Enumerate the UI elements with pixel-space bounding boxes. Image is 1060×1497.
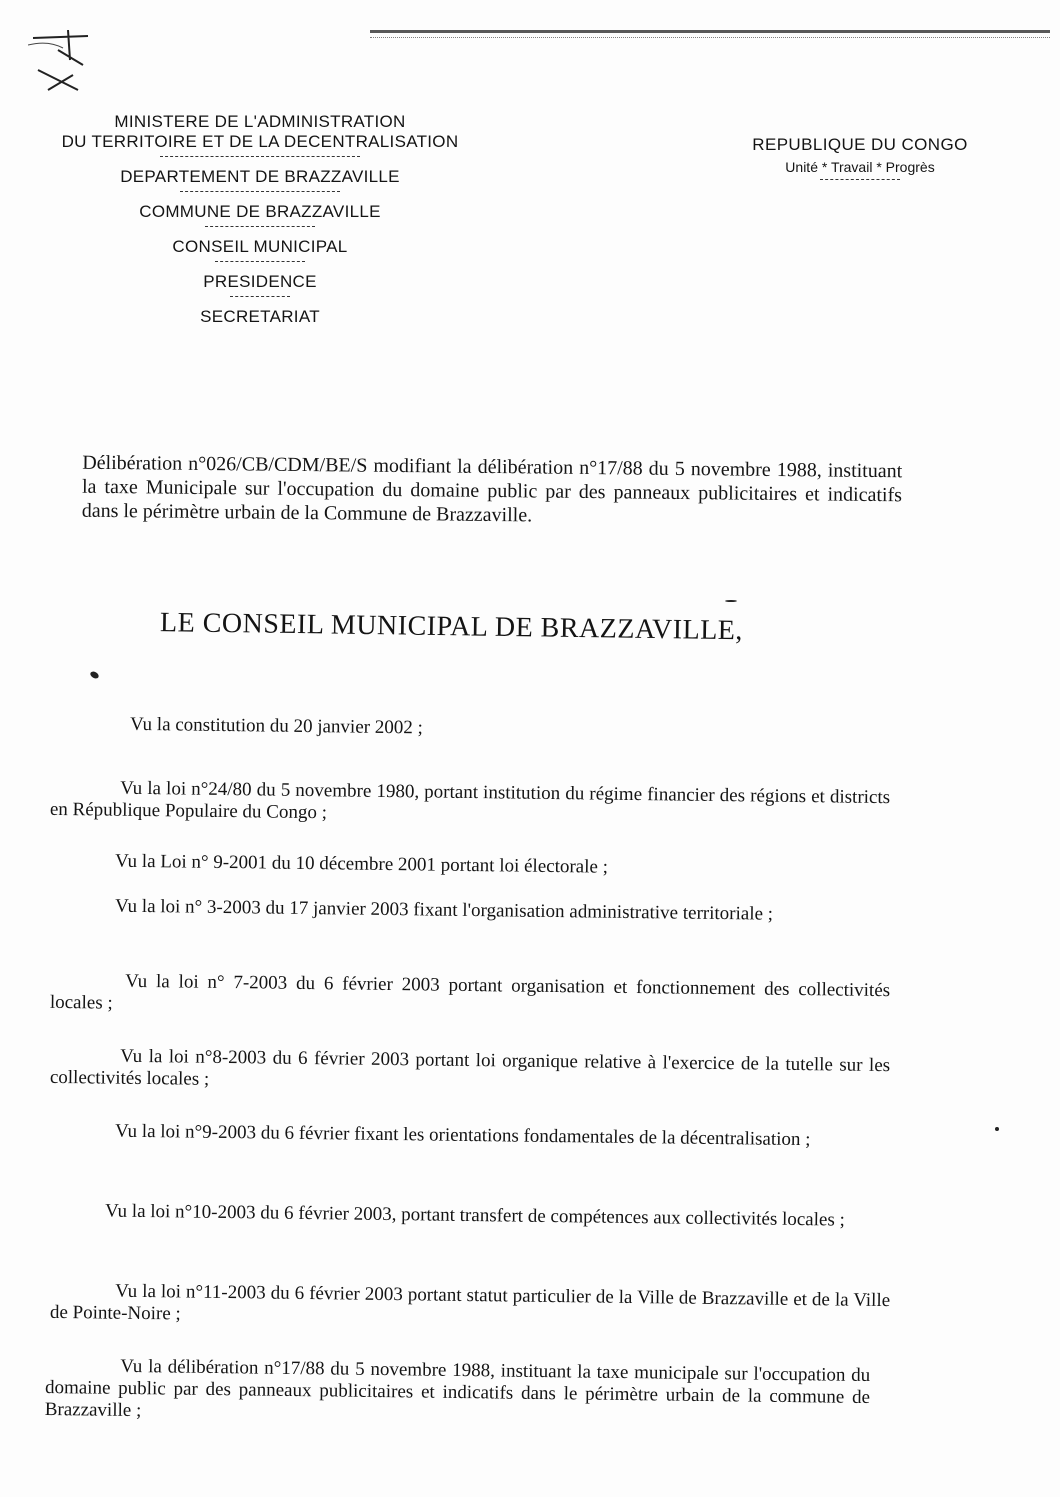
visa-item (50, 895, 890, 927)
visa-item (50, 777, 890, 831)
ministry-line-2: DU TERRITOIRE ET DE LA DECENTRALISATION (61, 132, 459, 151)
divider (205, 226, 315, 227)
visa-item (50, 850, 890, 882)
visa-text: Vu la loi n°8-2003 du 6 février 2003 portant loi organique relative à l'exercice de la tutelle sur les collectivités locales ; (49, 1045, 891, 1090)
visa-text: Vu la loi n°24/80 du 5 novembre 1980, portant institution du régime financier des régions et districts en République Populaire du Congo ; (49, 777, 891, 824)
visa-item (45, 1355, 871, 1431)
visa-text: Vu la constitution du 20 janvier 2002 ; (129, 713, 423, 739)
visa-item (50, 1045, 890, 1099)
scan-edge-line (370, 30, 1050, 38)
visa-item (50, 1280, 890, 1334)
visa-item (50, 1200, 890, 1232)
commune-name: COMMUNE DE BRAZZAVILLE (139, 202, 381, 221)
ministry-line-1: MINISTERE DE L'ADMINISTRATION (114, 112, 406, 131)
council-name: CONSEIL MUNICIPAL (172, 237, 348, 256)
divider (215, 261, 305, 262)
secretariat-label: SECRETARIAT (200, 307, 320, 326)
republic-name: REPUBLIQUE DU CONGO (752, 135, 968, 154)
visa-item (50, 1120, 890, 1152)
republic-block (720, 135, 1000, 180)
scan-mark-icon (28, 30, 118, 100)
department-name: DEPARTEMENT DE BRAZZAVILLE (120, 167, 400, 186)
divider (160, 156, 360, 157)
divider (820, 179, 900, 180)
issuing-authority-block (20, 112, 500, 327)
visa-text: Vu la loi n°11-2003 du 6 février 2003 portant statut particulier de la Ville de Brazzaville et de la Ville de Pointe-Noire ; (49, 1280, 891, 1325)
visa-text: Vu la Loi n° 9-2001 du 10 décembre 2001 portant loi électorale ; (114, 850, 609, 878)
visa-text: Vu la loi n° 3-2003 du 17 janvier 2003 fixant l'organisation administrative territoriale ; (114, 895, 774, 925)
scan-speck (725, 600, 737, 602)
visa-text: Vu la loi n°9-2003 du 6 février fixant les orientations fondamentales de la décentralisation ; (114, 1120, 811, 1151)
presidence-label: PRESIDENCE (203, 272, 317, 291)
national-motto: Unité * Travail * Progrès (785, 159, 935, 175)
divider (230, 296, 290, 297)
scan-speck (995, 1127, 999, 1131)
visa-item (50, 970, 890, 1024)
visa-item (50, 713, 890, 745)
deliberation-title: Délibération n°026/CB/CDM/BE/S modifiant la délibération n°17/88 du 5 novembre 1988, instituant la taxe Municipale sur l'occupation du domaine public par des panneaux publicitaires et indicatifs dans le périmètre urbain de la Commune de Brazzaville. (81, 451, 903, 527)
visa-text: Vu la délibération n°17/88 du 5 novembre 1988, instituant la taxe municipale sur l'occupation du domaine public par des panneaux publicitaires et indicatifs dans le périmètre urbain de la commune de Brazzaville ; (44, 1355, 871, 1422)
divider (180, 191, 340, 192)
scan-speck (89, 670, 100, 680)
visa-text: Vu la loi n° 7-2003 du 6 février 2003 portant organisation et fonctionnement des collectivités locales ; (49, 970, 891, 1014)
visa-text: Vu la loi n°10-2003 du 6 février 2003, portant transfert de compétences aux collectivités locales ; (104, 1200, 845, 1231)
council-heading: LE CONSEIL MUNICIPAL DE BRAZZAVILLE, (159, 607, 744, 647)
